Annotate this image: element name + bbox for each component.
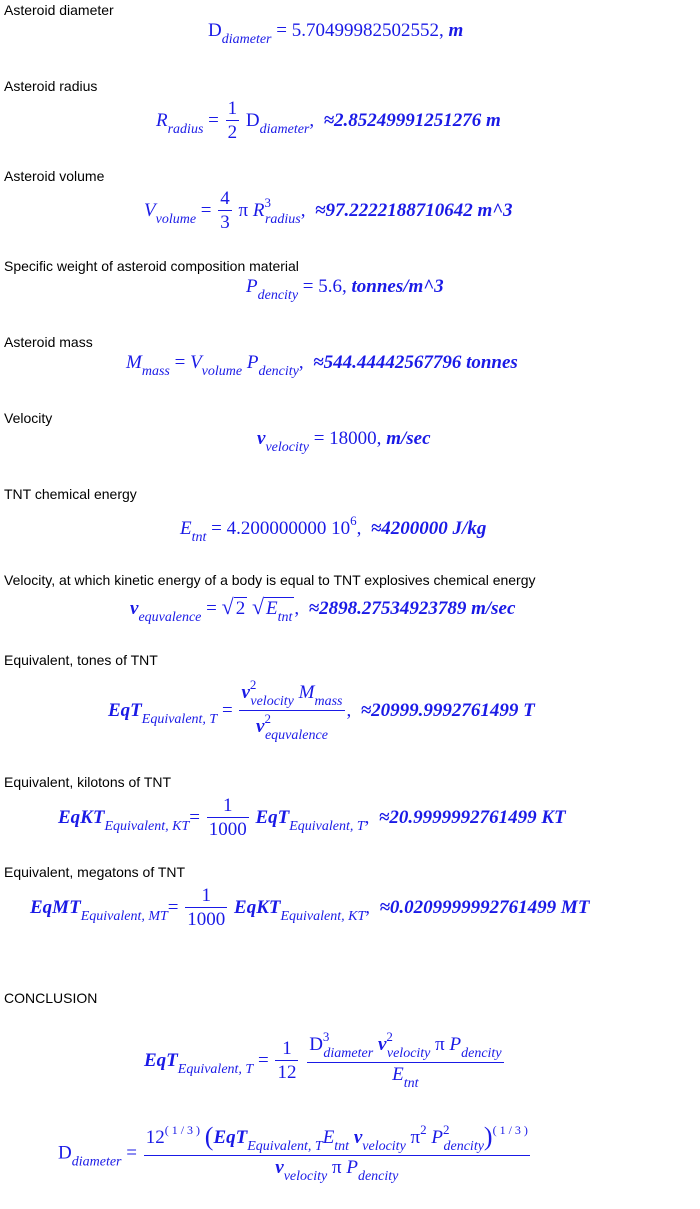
result-volume: ≈97.2222188710642 m^3	[315, 200, 513, 222]
label-equivalent-tones: Equivalent, tones of TNT	[4, 652, 158, 668]
label-equivalent-megatons: Equivalent, megatons of TNT	[4, 864, 186, 880]
label-asteroid-volume: Asteroid volume	[4, 168, 105, 184]
equation-dencity: $P_{dencity} = 5.6$, tonnes/m^3	[246, 276, 444, 303]
result-radius: ≈2.85249991251276 m	[323, 110, 501, 132]
equation-volume: $V_{volume}$ = $\frac{4}{3}$ π $R^3_{radius}$, ≈97.2222188710642 m^3	[144, 188, 513, 233]
label-specific-weight: Specific weight of asteroid composition material	[4, 258, 299, 274]
equation-velocity: $v_{velocity} = 18000$, m/sec	[257, 428, 431, 455]
label-asteroid-mass: Asteroid mass	[4, 334, 93, 350]
result-equivalent-tones: ≈20999.9992761499 T	[360, 700, 535, 721]
label-velocity: Velocity	[4, 410, 53, 426]
result-equivalent-megatons: ≈0.0209999992761499 MT	[379, 897, 590, 919]
equation-equivalent-megatons: EqMT$_{Equivalent, MT}$= $\frac{1}{1000}$ EqKT$_{Equivalent, KT}$, ≈0.0209999992761499 MT	[30, 885, 590, 930]
equation-mass: $M_{mass} = V_{volume}$ $P_{dencity}$, ≈544.44442567796 tonnes	[126, 352, 518, 379]
result-velocity-equivalence: ≈2898.27534923789 m/sec	[308, 598, 516, 619]
label-asteroid-diameter: Asteroid diameter	[4, 2, 114, 18]
equation-tnt-energy: $E_{tnt} = 4.200000000$ $10^6$, ≈4200000 J/kg	[180, 513, 487, 545]
result-mass: ≈544.44442567796 tonnes	[313, 352, 518, 373]
equation-diameter: $D_{diameter} = 5.70499982502552$, m	[208, 20, 464, 47]
equation-conclusion-diameter: $D_{diameter}$ = $12^{( 1 / 3 )}$ ($EqT_{Equivalent, T}E_{tnt}$ $v_{velocity}$ $\pi^2$ $P^2_{dencity})^{( 1 / 3 )}$ $v_{velocity}$ π $P_{dencity}$	[58, 1122, 528, 1185]
label-equivalent-kilotons: Equivalent, kilotons of TNT	[4, 774, 172, 790]
label-asteroid-radius: Asteroid radius	[4, 78, 98, 94]
equation-radius: $R_{radius}$ = $\frac{1}{2}$ $D_{diameter}$, ≈2.85249991251276 m	[156, 98, 501, 143]
equation-equivalent-tones: EqT$_{Equivalent, T}$ = $\frac{v^2_{velocity} M_{mass}}{v^2_{equvalence}}$ , ≈20999.9992761499 T	[108, 677, 535, 744]
label-conclusion: CONCLUSION	[4, 990, 98, 1006]
label-velocity-equivalence: Velocity, at which kinetic energy of a body is equal to TNT explosives chemical energy	[4, 572, 536, 588]
result-equivalent-kilotons: ≈20.9999992761499 KT	[378, 807, 566, 829]
equation-velocity-equivalence: $v_{equvalence}$ = √ 2 √ $E_{tnt}$ , ≈2898.27534923789 m/sec	[130, 594, 516, 625]
equation-conclusion-eqT: EqT$_{Equivalent, T}$ = $\frac{1}{12}$ $\frac{D^3_{diameter} v^2_{velocity} \pi P_{dencity}}{E_{tnt}}$	[144, 1029, 502, 1092]
result-tnt-energy: ≈4200000 J/kg	[370, 518, 487, 539]
equation-equivalent-kilotons: EqKT$_{Equivalent, KT}$= $\frac{1}{1000}$ EqT$_{Equivalent, T}$, ≈20.9999992761499 KT	[58, 795, 566, 840]
label-tnt-energy: TNT chemical energy	[4, 486, 137, 502]
